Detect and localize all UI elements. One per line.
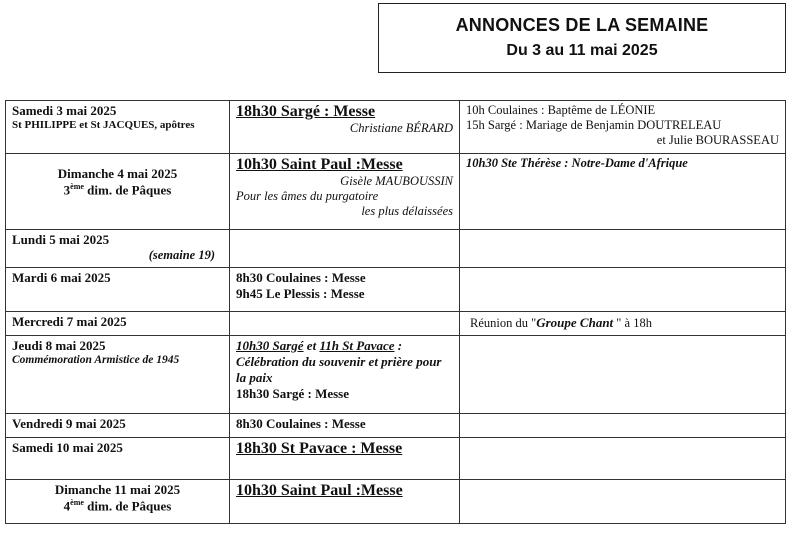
day-label: Lundi 5 mai 2025 [12,232,110,247]
notes-cell [460,268,786,312]
table-row [6,438,786,480]
day-cell [6,268,230,312]
mass-cell [230,230,460,268]
note-line: 10h Coulaines : Baptême de LÉONIE [466,103,656,117]
intention-label: Gisèle MAUBOUSSIN [340,174,453,188]
notes-cell [460,480,786,524]
mass-label: 18h30 St Pavace : Messe [236,440,403,457]
mass-label: 18h30 Sargé : Messe [236,103,376,120]
day-label: Dimanche 4 mai 2025 [57,166,178,181]
mass-label: 8h30 Coulaines : Messe [236,416,366,431]
mass-cell [230,312,460,336]
day-cell [6,101,230,154]
day-cell [6,230,230,268]
liturgical-week: 4ème dim. de Pâques [63,498,172,514]
mass-label: 10h30 Saint Paul :Messe [236,482,403,499]
table-row [6,230,786,268]
note-line: Réunion du "Groupe Chant " à 18h [470,315,652,330]
day-cell [6,480,230,524]
week-label: (semaine 19) [148,248,215,262]
day-label: Mercredi 7 mai 2025 [12,314,127,329]
day-label: Vendredi 9 mai 2025 [12,416,126,431]
intention-label: Christiane BÉRARD [349,121,453,135]
table-row [6,268,786,312]
page-title: ANNONCES DE LA SEMAINE [455,15,709,35]
date-range: Du 3 au 11 mai 2025 [506,42,658,59]
table-row [6,101,786,154]
notes-cell [460,312,786,336]
day-cell [6,154,230,230]
mass-cell [230,268,460,312]
feast-label: St PHILIPPE et St JACQUES, apôtres [12,119,195,131]
mass-label: 10h30 Sargé et 11h St Pavace : [236,338,403,353]
notes-cell [460,154,786,230]
mass-cell [230,154,460,230]
day-label: Dimanche 11 mai 2025 [54,482,181,497]
liturgical-week: 3ème dim. de Pâques [63,182,172,198]
mass-label: 9h45 Le Plessis : Messe [236,286,365,301]
table-row [6,480,786,524]
announcement-header [378,3,786,73]
mass-label: 10h30 Saint Paul :Messe [236,156,403,173]
notes-cell [460,438,786,480]
table-row [6,336,786,414]
mass-cell [230,480,460,524]
table-row [6,414,786,438]
table-row [6,312,786,336]
day-cell [6,438,230,480]
mass-cell [230,438,460,480]
day-cell [6,312,230,336]
mass-cell [230,336,460,414]
day-label: Mardi 6 mai 2025 [12,270,111,285]
mass-label: 18h30 Sargé : Messe [236,386,350,401]
day-label: Samedi 10 mai 2025 [12,440,123,455]
note-line: 15h Sargé : Mariage de Benjamin DOUTRELEAU [466,118,722,132]
notes-cell [460,336,786,414]
table-row [6,154,786,230]
note-line: 10h30 Ste Thérèse : Notre-Dame d'Afrique [466,156,688,170]
intention-label: les plus délaissées [361,204,453,218]
day-cell [6,414,230,438]
notes-cell [460,230,786,268]
notes-cell [460,101,786,154]
celebration-label: Célébration du souvenir et prière pour la paix [236,354,442,385]
mass-cell [230,414,460,438]
commemoration-label: Commémoration Armistice de 1945 [12,354,180,366]
mass-label: 8h30 Coulaines : Messe [236,270,366,285]
notes-cell [460,414,786,438]
day-label: Jeudi 8 mai 2025 [12,338,106,353]
day-label: Samedi 3 mai 2025 [12,103,117,118]
note-line: et Julie BOURASSEAU [656,133,779,147]
day-cell [6,336,230,414]
schedule-table [5,100,786,524]
intention-label: Pour les âmes du purgatoire [236,189,379,203]
mass-cell [230,101,460,154]
